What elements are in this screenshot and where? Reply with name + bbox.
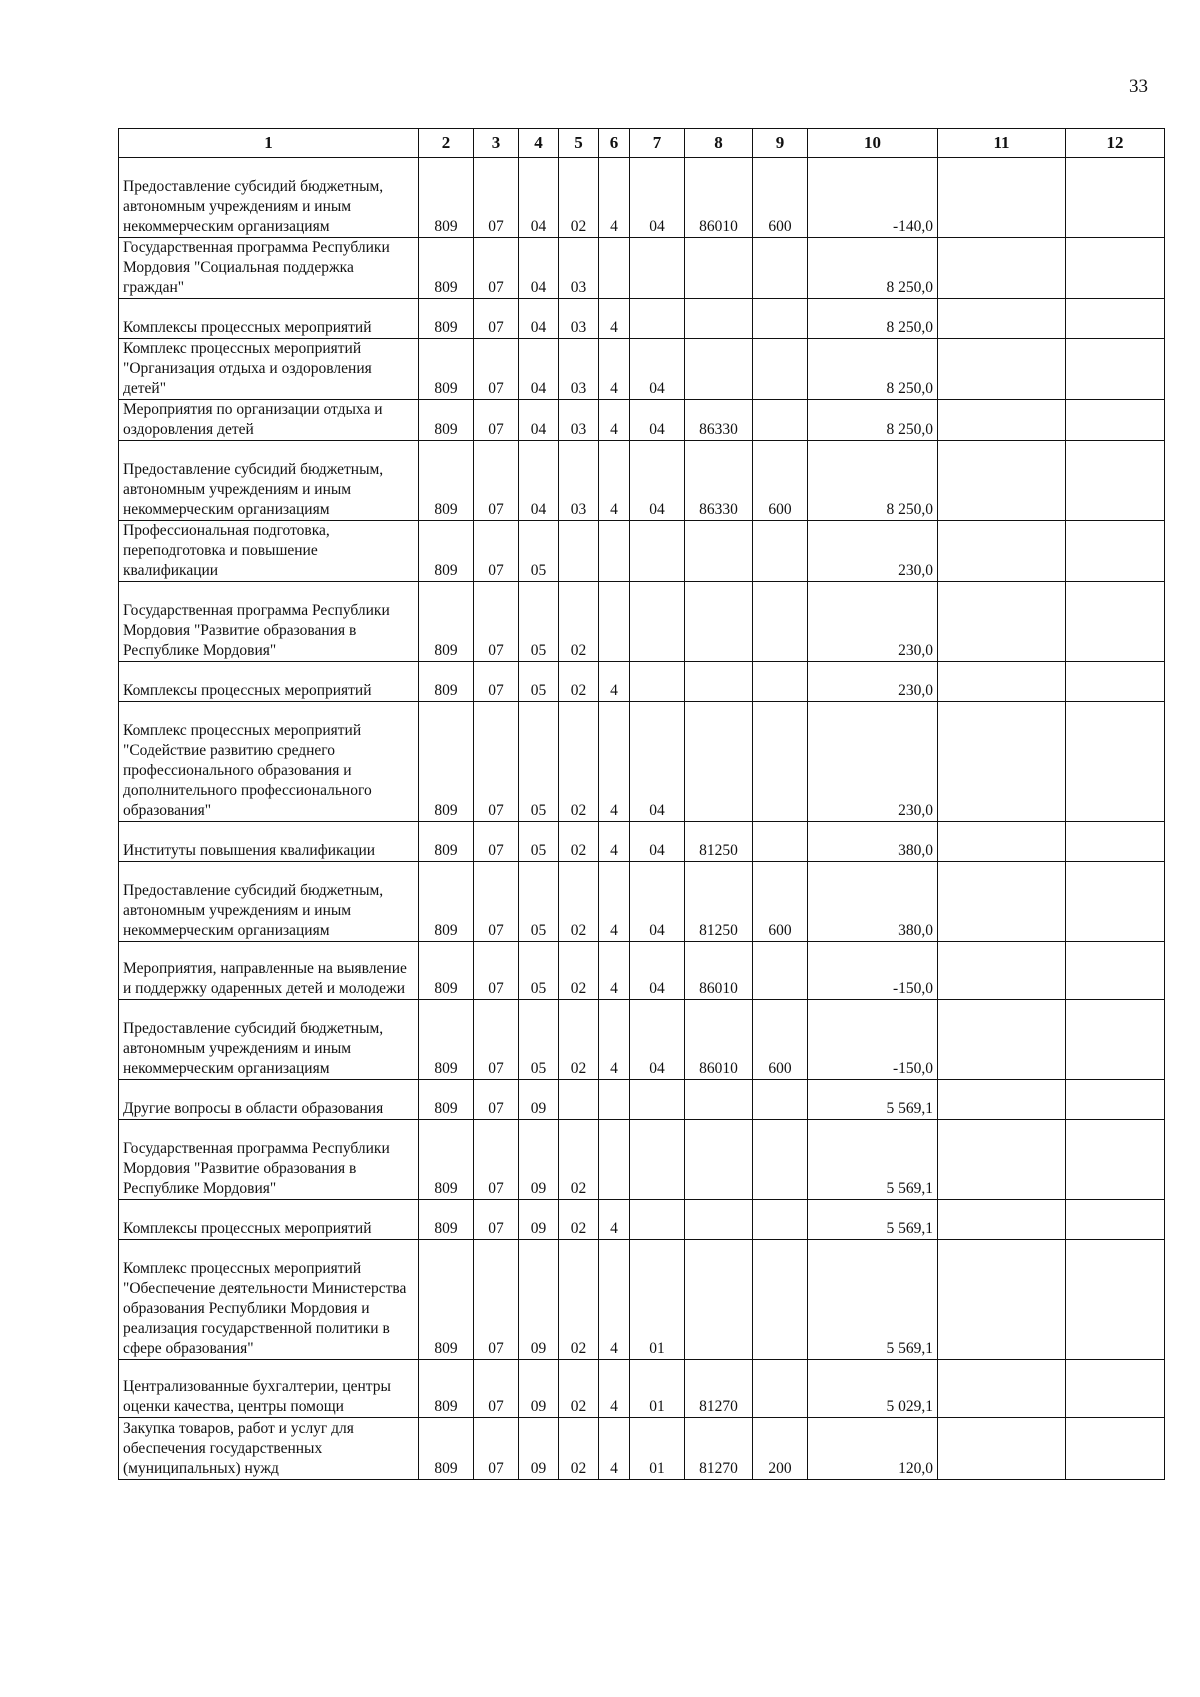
subsection-cell: 09: [519, 1200, 559, 1240]
direction-cell: [685, 238, 753, 299]
item-name-cell: Предоставление субсидий бюджетным, автономным учреждениям и иным некоммерческим организациям: [119, 862, 419, 942]
kbk-ministry-cell: 809: [419, 1360, 474, 1418]
item-name-cell: Государственная программа Республики Мордовия "Развитие образования в Республике Мордовия": [119, 1120, 419, 1200]
subsection-cell: 04: [519, 158, 559, 238]
expense-type-cell: [753, 662, 808, 702]
subsection-cell: 05: [519, 942, 559, 1000]
complex-cell: 04: [630, 942, 685, 1000]
subsection-cell: 04: [519, 238, 559, 299]
subsection-cell: 05: [519, 521, 559, 582]
kbk-ministry-cell: 809: [419, 299, 474, 339]
kbk-ministry-cell: 809: [419, 1120, 474, 1200]
kbk-ministry-cell: 809: [419, 662, 474, 702]
section-cell: 07: [474, 521, 519, 582]
section-cell: 07: [474, 662, 519, 702]
program-type-cell: 4: [599, 662, 630, 702]
header-row: [119, 129, 1165, 158]
column-12-cell: [1066, 400, 1165, 441]
column-12-cell: [1066, 339, 1165, 400]
item-name-cell: Предоставление субсидий бюджетным, автономным учреждениям и иным некоммерческим организациям: [119, 158, 419, 238]
kbk-ministry-cell: 809: [419, 521, 474, 582]
item-name-cell: Комплексы процессных мероприятий: [119, 662, 419, 702]
kbk-ministry-cell: 809: [419, 1200, 474, 1240]
kbk-ministry-cell: 809: [419, 441, 474, 521]
program-type-cell: 4: [599, 1418, 630, 1480]
complex-cell: [630, 299, 685, 339]
column-12-cell: [1066, 521, 1165, 582]
program-cell: 02: [559, 862, 599, 942]
item-name-cell: Государственная программа Республики Мордовия "Социальная поддержка граждан": [119, 238, 419, 299]
expense-type-cell: [753, 238, 808, 299]
direction-cell: 86010: [685, 942, 753, 1000]
expense-type-cell: 200: [753, 1418, 808, 1480]
expense-type-cell: [753, 702, 808, 822]
section-cell: 07: [474, 822, 519, 862]
section-cell: 07: [474, 400, 519, 441]
program-type-cell: [599, 238, 630, 299]
table-row: [119, 400, 1165, 441]
table-body: [119, 158, 1165, 1480]
kbk-ministry-cell: 809: [419, 1240, 474, 1360]
expense-type-cell: [753, 942, 808, 1000]
direction-cell: [685, 702, 753, 822]
amount-cell: 8 250,0: [808, 238, 938, 299]
column-11-cell: [938, 822, 1066, 862]
section-cell: 07: [474, 1000, 519, 1080]
program-type-cell: 4: [599, 400, 630, 441]
table-row: [119, 1360, 1165, 1418]
direction-cell: [685, 1200, 753, 1240]
item-name-cell: Предоставление субсидий бюджетным, автономным учреждениям и иным некоммерческим организациям: [119, 441, 419, 521]
column-11-cell: [938, 1360, 1066, 1418]
column-header: 6: [599, 129, 630, 158]
program-type-cell: 4: [599, 862, 630, 942]
item-name-cell: Другие вопросы в области образования: [119, 1080, 419, 1120]
item-name-cell: Комплекс процессных мероприятий "Обеспечение деятельности Министерства образования Республики Мордовия и реализация государственной политики в сфере образования": [119, 1240, 419, 1360]
section-cell: 07: [474, 582, 519, 662]
section-cell: 07: [474, 1200, 519, 1240]
expense-type-cell: [753, 582, 808, 662]
item-name-cell: Комплексы процессных мероприятий: [119, 1200, 419, 1240]
column-12-cell: [1066, 1080, 1165, 1120]
subsection-cell: 04: [519, 299, 559, 339]
kbk-ministry-cell: 809: [419, 1080, 474, 1120]
amount-cell: -140,0: [808, 158, 938, 238]
direction-cell: [685, 299, 753, 339]
direction-cell: [685, 339, 753, 400]
section-cell: 07: [474, 1418, 519, 1480]
direction-cell: [685, 1080, 753, 1120]
complex-cell: 04: [630, 158, 685, 238]
kbk-ministry-cell: 809: [419, 339, 474, 400]
amount-cell: 5 569,1: [808, 1200, 938, 1240]
item-name-cell: Централизованные бухгалтерии, центры оценки качества, центры помощи: [119, 1360, 419, 1418]
column-12-cell: [1066, 1418, 1165, 1480]
column-header: 9: [753, 129, 808, 158]
direction-cell: 81270: [685, 1360, 753, 1418]
column-12-cell: [1066, 299, 1165, 339]
complex-cell: 04: [630, 702, 685, 822]
complex-cell: 01: [630, 1360, 685, 1418]
column-12-cell: [1066, 702, 1165, 822]
expense-type-cell: [753, 1240, 808, 1360]
column-11-cell: [938, 582, 1066, 662]
table-row: [119, 1080, 1165, 1120]
program-cell: 02: [559, 158, 599, 238]
direction-cell: 81250: [685, 862, 753, 942]
column-header: 12: [1066, 129, 1165, 158]
amount-cell: 5 029,1: [808, 1360, 938, 1418]
direction-cell: 86330: [685, 441, 753, 521]
expense-type-cell: [753, 1360, 808, 1418]
table-row: [119, 1000, 1165, 1080]
amount-cell: 380,0: [808, 822, 938, 862]
section-cell: 07: [474, 441, 519, 521]
column-12-cell: [1066, 662, 1165, 702]
complex-cell: 01: [630, 1418, 685, 1480]
item-name-cell: Комплексы процессных мероприятий: [119, 299, 419, 339]
expense-type-cell: 600: [753, 862, 808, 942]
complex-cell: [630, 662, 685, 702]
program-type-cell: [599, 582, 630, 662]
column-11-cell: [938, 441, 1066, 521]
column-11-cell: [938, 942, 1066, 1000]
program-type-cell: 4: [599, 299, 630, 339]
amount-cell: 8 250,0: [808, 299, 938, 339]
expense-type-cell: [753, 339, 808, 400]
column-header: 8: [685, 129, 753, 158]
expense-type-cell: [753, 1200, 808, 1240]
complex-cell: [630, 238, 685, 299]
table-row: [119, 238, 1165, 299]
kbk-ministry-cell: 809: [419, 702, 474, 822]
complex-cell: [630, 582, 685, 662]
program-cell: 02: [559, 582, 599, 662]
column-11-cell: [938, 1120, 1066, 1200]
column-11-cell: [938, 1080, 1066, 1120]
column-header: 10: [808, 129, 938, 158]
amount-cell: 8 250,0: [808, 400, 938, 441]
program-cell: 02: [559, 1200, 599, 1240]
program-type-cell: 4: [599, 441, 630, 521]
complex-cell: 04: [630, 339, 685, 400]
complex-cell: [630, 1200, 685, 1240]
program-type-cell: 4: [599, 1240, 630, 1360]
subsection-cell: 05: [519, 662, 559, 702]
complex-cell: 04: [630, 441, 685, 521]
kbk-ministry-cell: 809: [419, 942, 474, 1000]
direction-cell: 86330: [685, 400, 753, 441]
direction-cell: [685, 662, 753, 702]
column-12-cell: [1066, 1360, 1165, 1418]
column-11-cell: [938, 702, 1066, 822]
complex-cell: 04: [630, 400, 685, 441]
item-name-cell: Предоставление субсидий бюджетным, автономным учреждениям и иным некоммерческим организациям: [119, 1000, 419, 1080]
item-name-cell: Институты повышения квалификации: [119, 822, 419, 862]
section-cell: 07: [474, 1120, 519, 1200]
section-cell: 07: [474, 1240, 519, 1360]
section-cell: 07: [474, 299, 519, 339]
kbk-ministry-cell: 809: [419, 238, 474, 299]
column-11-cell: [938, 1000, 1066, 1080]
section-cell: 07: [474, 158, 519, 238]
complex-cell: 04: [630, 862, 685, 942]
program-cell: 02: [559, 702, 599, 822]
program-cell: [559, 1080, 599, 1120]
program-type-cell: 4: [599, 339, 630, 400]
kbk-ministry-cell: 809: [419, 1418, 474, 1480]
kbk-ministry-cell: 809: [419, 582, 474, 662]
subsection-cell: 05: [519, 582, 559, 662]
column-11-cell: [938, 339, 1066, 400]
column-header: 5: [559, 129, 599, 158]
page-number: 33: [1129, 76, 1148, 97]
expense-type-cell: [753, 1120, 808, 1200]
table-row: [119, 441, 1165, 521]
column-12-cell: [1066, 1000, 1165, 1080]
column-header: 11: [938, 129, 1066, 158]
amount-cell: 120,0: [808, 1418, 938, 1480]
subsection-cell: 04: [519, 441, 559, 521]
subsection-cell: 05: [519, 822, 559, 862]
column-header: 4: [519, 129, 559, 158]
item-name-cell: Мероприятия по организации отдыха и оздоровления детей: [119, 400, 419, 441]
expense-type-cell: [753, 822, 808, 862]
program-cell: 02: [559, 1120, 599, 1200]
table-row: [119, 1418, 1165, 1480]
column-12-cell: [1066, 441, 1165, 521]
column-11-cell: [938, 299, 1066, 339]
table-row: [119, 822, 1165, 862]
subsection-cell: 05: [519, 862, 559, 942]
column-12-cell: [1066, 1120, 1165, 1200]
program-cell: 02: [559, 942, 599, 1000]
amount-cell: 230,0: [808, 582, 938, 662]
program-cell: 02: [559, 1360, 599, 1418]
subsection-cell: 04: [519, 400, 559, 441]
expense-type-cell: 600: [753, 441, 808, 521]
column-12-cell: [1066, 822, 1165, 862]
complex-cell: [630, 1120, 685, 1200]
program-cell: 02: [559, 1418, 599, 1480]
complex-cell: 04: [630, 822, 685, 862]
complex-cell: 04: [630, 1000, 685, 1080]
program-cell: 03: [559, 400, 599, 441]
direction-cell: [685, 521, 753, 582]
expense-type-cell: 600: [753, 1000, 808, 1080]
program-cell: [559, 521, 599, 582]
kbk-ministry-cell: 809: [419, 158, 474, 238]
section-cell: 07: [474, 942, 519, 1000]
table-row: [119, 521, 1165, 582]
column-11-cell: [938, 662, 1066, 702]
program-cell: 02: [559, 822, 599, 862]
section-cell: 07: [474, 238, 519, 299]
table-row: [119, 662, 1165, 702]
kbk-ministry-cell: 809: [419, 400, 474, 441]
column-header: 7: [630, 129, 685, 158]
section-cell: 07: [474, 1360, 519, 1418]
table-row: [119, 299, 1165, 339]
subsection-cell: 09: [519, 1080, 559, 1120]
subsection-cell: 05: [519, 1000, 559, 1080]
column-12-cell: [1066, 1240, 1165, 1360]
column-12-cell: [1066, 942, 1165, 1000]
direction-cell: [685, 1120, 753, 1200]
table-row: [119, 702, 1165, 822]
item-name-cell: Мероприятия, направленные на выявление и поддержку одаренных детей и молодежи: [119, 942, 419, 1000]
section-cell: 07: [474, 702, 519, 822]
kbk-ministry-cell: 809: [419, 862, 474, 942]
program-type-cell: 4: [599, 942, 630, 1000]
direction-cell: 86010: [685, 158, 753, 238]
amount-cell: 8 250,0: [808, 339, 938, 400]
column-11-cell: [938, 1200, 1066, 1240]
column-12-cell: [1066, 582, 1165, 662]
program-type-cell: [599, 521, 630, 582]
table-row: [119, 1240, 1165, 1360]
section-cell: 07: [474, 862, 519, 942]
table-row: [119, 862, 1165, 942]
complex-cell: 01: [630, 1240, 685, 1360]
table-row: [119, 582, 1165, 662]
expense-type-cell: 600: [753, 158, 808, 238]
column-header: 2: [419, 129, 474, 158]
amount-cell: 5 569,1: [808, 1120, 938, 1200]
amount-cell: 230,0: [808, 702, 938, 822]
program-cell: 03: [559, 299, 599, 339]
item-name-cell: Комплекс процессных мероприятий "Организация отдыха и оздоровления детей": [119, 339, 419, 400]
amount-cell: -150,0: [808, 942, 938, 1000]
program-type-cell: 4: [599, 702, 630, 822]
table-row: [119, 942, 1165, 1000]
program-type-cell: [599, 1120, 630, 1200]
amount-cell: -150,0: [808, 1000, 938, 1080]
program-type-cell: 4: [599, 1200, 630, 1240]
program-cell: 02: [559, 1000, 599, 1080]
subsection-cell: 09: [519, 1360, 559, 1418]
amount-cell: 5 569,1: [808, 1240, 938, 1360]
item-name-cell: Закупка товаров, работ и услуг для обеспечения государственных (муниципальных) нужд: [119, 1418, 419, 1480]
item-name-cell: Комплекс процессных мероприятий "Содействие развитию среднего профессионального образования и дополнительного профессионального образования": [119, 702, 419, 822]
kbk-ministry-cell: 809: [419, 822, 474, 862]
column-12-cell: [1066, 238, 1165, 299]
amount-cell: 8 250,0: [808, 441, 938, 521]
direction-cell: 81250: [685, 822, 753, 862]
column-11-cell: [938, 1418, 1066, 1480]
column-header: 3: [474, 129, 519, 158]
program-type-cell: 4: [599, 158, 630, 238]
subsection-cell: 04: [519, 339, 559, 400]
direction-cell: [685, 582, 753, 662]
amount-cell: 230,0: [808, 662, 938, 702]
direction-cell: [685, 1240, 753, 1360]
table-row: [119, 339, 1165, 400]
expense-type-cell: [753, 521, 808, 582]
program-type-cell: 4: [599, 1360, 630, 1418]
amount-cell: 380,0: [808, 862, 938, 942]
subsection-cell: 09: [519, 1240, 559, 1360]
kbk-ministry-cell: 809: [419, 1000, 474, 1080]
subsection-cell: 09: [519, 1418, 559, 1480]
subsection-cell: 09: [519, 1120, 559, 1200]
column-12-cell: [1066, 1200, 1165, 1240]
program-type-cell: 4: [599, 822, 630, 862]
subsection-cell: 05: [519, 702, 559, 822]
amount-cell: 5 569,1: [808, 1080, 938, 1120]
program-cell: 03: [559, 339, 599, 400]
complex-cell: [630, 521, 685, 582]
column-11-cell: [938, 158, 1066, 238]
program-cell: 02: [559, 1240, 599, 1360]
program-cell: 03: [559, 238, 599, 299]
expense-type-cell: [753, 400, 808, 441]
item-name-cell: Государственная программа Республики Мордовия "Развитие образования в Республике Мордовия": [119, 582, 419, 662]
direction-cell: 81270: [685, 1418, 753, 1480]
program-type-cell: [599, 1080, 630, 1120]
table-row: [119, 1120, 1165, 1200]
section-cell: 07: [474, 1080, 519, 1120]
column-11-cell: [938, 1240, 1066, 1360]
column-12-cell: [1066, 158, 1165, 238]
program-cell: 02: [559, 662, 599, 702]
budget-table: [118, 128, 1165, 1480]
direction-cell: 86010: [685, 1000, 753, 1080]
program-type-cell: 4: [599, 1000, 630, 1080]
table-row: [119, 1200, 1165, 1240]
column-11-cell: [938, 400, 1066, 441]
column-12-cell: [1066, 862, 1165, 942]
section-cell: 07: [474, 339, 519, 400]
complex-cell: [630, 1080, 685, 1120]
program-cell: 03: [559, 441, 599, 521]
column-11-cell: [938, 238, 1066, 299]
column-11-cell: [938, 521, 1066, 582]
column-11-cell: [938, 862, 1066, 942]
expense-type-cell: [753, 299, 808, 339]
amount-cell: 230,0: [808, 521, 938, 582]
expense-type-cell: [753, 1080, 808, 1120]
table-row: [119, 158, 1165, 238]
item-name-cell: Профессиональная подготовка, переподготовка и повышение квалификации: [119, 521, 419, 582]
column-header: 1: [119, 129, 419, 158]
